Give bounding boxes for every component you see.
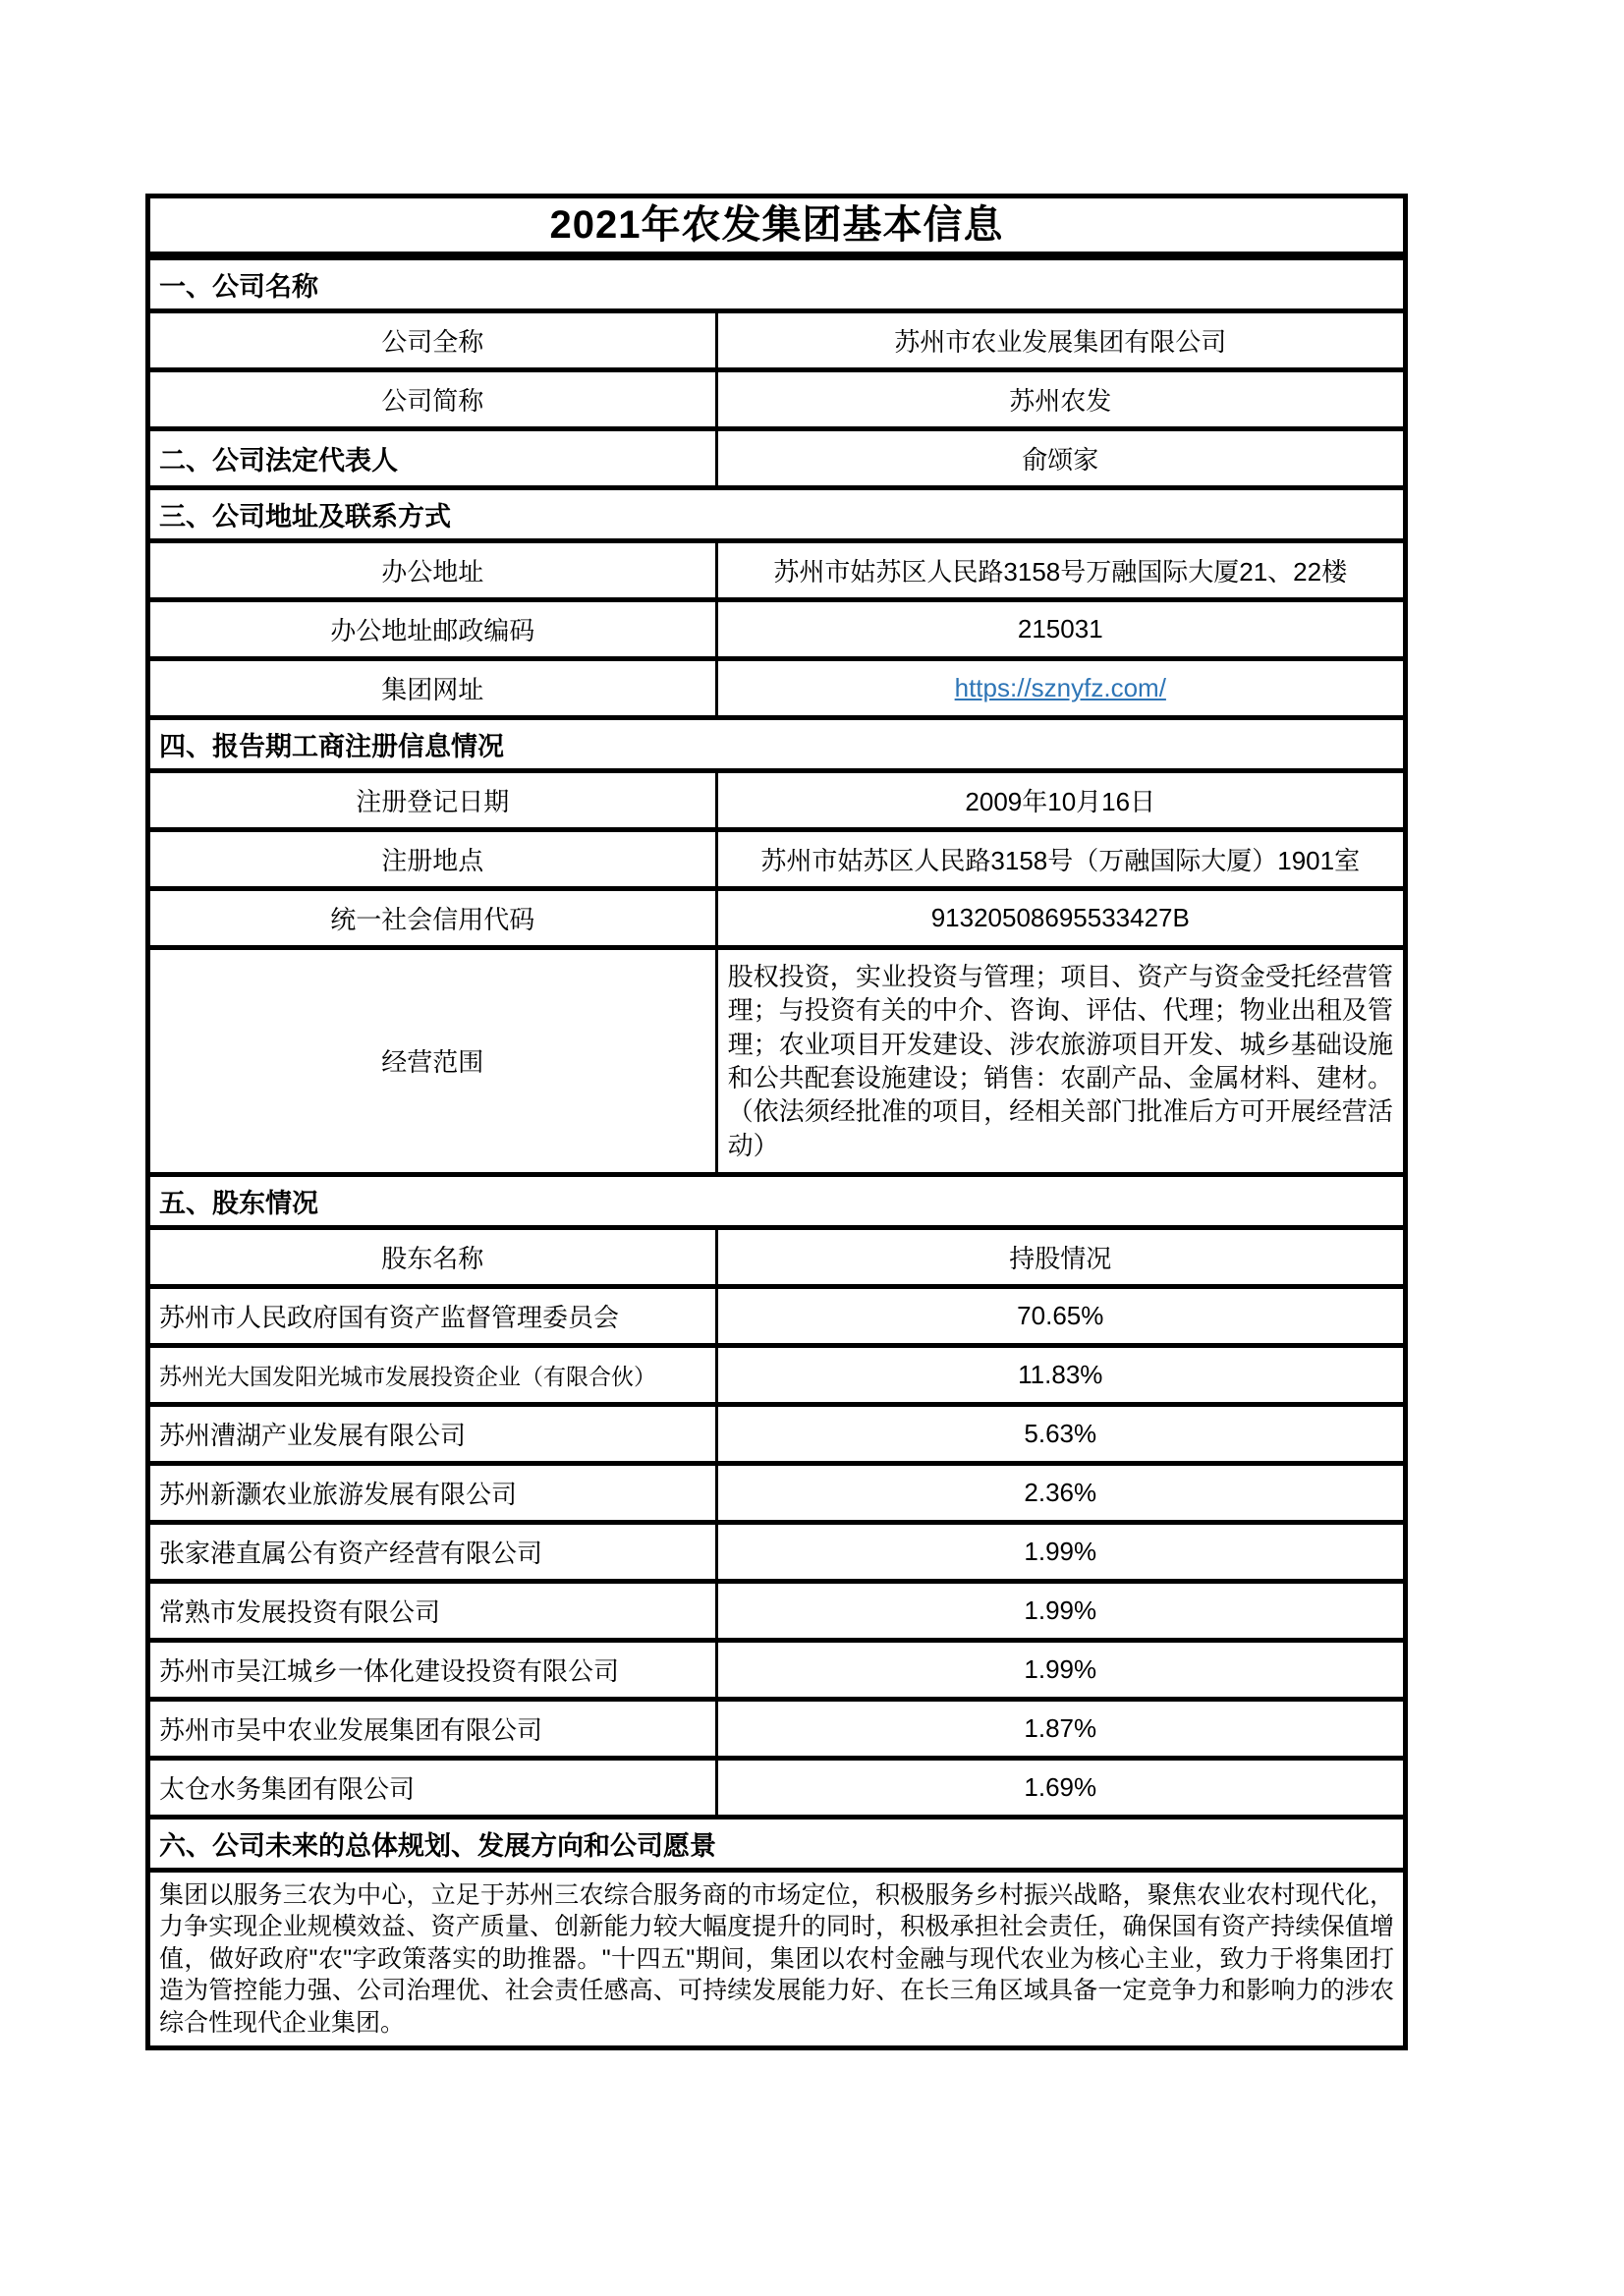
section-3-header: 三、公司地址及联系方式 xyxy=(150,485,1403,538)
section-4-header: 四、报告期工商注册信息情况 xyxy=(150,715,1403,768)
group-website-label: 集团网址 xyxy=(150,661,718,715)
shareholder-holding: 1.87% xyxy=(1024,1712,1097,1743)
postal-code-row xyxy=(150,597,1403,656)
registration-place-row xyxy=(150,827,1403,886)
office-address-value: 苏州市姑苏区人民路3158号万融国际大厦21、22楼 xyxy=(773,557,1348,587)
company-full-name-label: 公司全称 xyxy=(150,313,718,367)
shareholder-name: 苏州市吴中农业发展集团有限公司 xyxy=(150,1702,718,1756)
business-scope-row xyxy=(150,945,1403,1172)
group-website-row xyxy=(150,656,1403,715)
office-address-row xyxy=(150,538,1403,597)
shareholder-holding: 2.36% xyxy=(1024,1477,1097,1507)
section-1-header: 一、公司名称 xyxy=(150,255,1403,308)
registration-place-value: 苏州市姑苏区人民路3158号（万融国际大厦）1901室 xyxy=(760,846,1361,875)
section-2-header: 二、公司法定代表人 xyxy=(150,431,718,485)
shareholder-holding: 5.63% xyxy=(1024,1418,1097,1448)
section-6-header: 六、公司未来的总体规划、发展方向和公司愿景 xyxy=(150,1815,1403,1868)
shareholder-name: 太仓水务集团有限公司 xyxy=(150,1761,718,1815)
shareholder-row xyxy=(150,1284,1403,1343)
shareholder-holding: 11.83% xyxy=(1018,1359,1103,1389)
company-short-name-row xyxy=(150,367,1403,426)
shareholder-holding: 1.69% xyxy=(1024,1771,1097,1802)
shareholder-row xyxy=(150,1697,1403,1756)
shareholder-row xyxy=(150,1461,1403,1520)
registration-place-label: 注册地点 xyxy=(150,832,718,886)
shareholder-row xyxy=(150,1402,1403,1461)
company-info-table xyxy=(145,194,1408,2050)
shareholder-name: 常熟市发展投资有限公司 xyxy=(150,1584,718,1638)
section-5-header: 五、股东情况 xyxy=(150,1172,1403,1225)
shareholder-holding: 1.99% xyxy=(1024,1595,1097,1625)
shareholder-name: 张家港直属公有资产经营有限公司 xyxy=(150,1525,718,1579)
shareholder-row xyxy=(150,1520,1403,1579)
shareholder-row xyxy=(150,1756,1403,1815)
company-full-name-value: 苏州市农业发展集团有限公司 xyxy=(894,327,1227,357)
table-title: 2021年农发集团基本信息 xyxy=(549,203,1004,247)
shareholder-name-column-header: 股东名称 xyxy=(150,1230,718,1284)
table-title-row xyxy=(150,198,1403,255)
postal-code-label: 办公地址邮政编码 xyxy=(150,602,718,656)
group-website-link[interactable]: https://sznyfz.com/ xyxy=(954,673,1166,702)
company-full-name-row xyxy=(150,308,1403,367)
legal-representative-row xyxy=(150,426,1403,485)
shareholder-name: 苏州市吴江城乡一体化建设投资有限公司 xyxy=(150,1643,718,1697)
credit-code-row xyxy=(150,886,1403,945)
shareholder-name: 苏州新灏农业旅游发展有限公司 xyxy=(150,1466,718,1520)
registration-date-label: 注册登记日期 xyxy=(150,773,718,827)
registration-date-row xyxy=(150,768,1403,827)
credit-code-label: 统一社会信用代码 xyxy=(150,891,718,945)
future-plan-row xyxy=(150,1868,1403,2046)
office-address-label: 办公地址 xyxy=(150,543,718,597)
business-scope-value: 股权投资，实业投资与管理；项目、资产与资金受托经营管理；与投资有关的中介、咨询、评估、代理；物业出租及管理；农业项目开发建设、涉农旅游项目开发、城乡基础设施和公共配套设施建设；销售：农副产品、金属材料、建材。（依法须经批准的项目，经相关部门批准后方可开展经营活动） xyxy=(727,962,1393,1160)
shareholder-holding: 70.65% xyxy=(1017,1300,1104,1330)
registration-date-value: 2009年10月16日 xyxy=(965,787,1156,816)
shareholder-holding: 1.99% xyxy=(1024,1536,1097,1566)
shareholder-table-header-row xyxy=(150,1225,1403,1284)
future-plan-text: 集团以服务三农为中心，立足于苏州三农综合服务商的市场定位，积极服务乡村振兴战略，聚焦农业农村现代化，力争实现企业规模效益、资产质量、创新能力较大幅度提升的同时，积极承担社会责任，确保国有资产持续保值增值，做好政府"农"字政策落实的助推器。"十四五"期间，集团以农村金融与现代农业为核心主业，致力于将集团打造为管控能力强、公司治理优、社会责任感高、可持续发展能力好、在长三角区域具备一定竞争力和影响力的涉农综合性现代企业集团。 xyxy=(159,1880,1394,2037)
company-short-name-label: 公司简称 xyxy=(150,372,718,426)
shareholder-holding: 1.99% xyxy=(1024,1653,1097,1684)
shareholder-row xyxy=(150,1579,1403,1638)
shareholder-row xyxy=(150,1343,1403,1402)
postal-code-value: 215031 xyxy=(1017,614,1103,644)
credit-code-value: 91320508695533427B xyxy=(930,903,1190,932)
shareholder-name: 苏州市人民政府国有资产监督管理委员会 xyxy=(150,1289,718,1343)
business-scope-label: 经营范围 xyxy=(150,950,718,1172)
shareholder-holding-column-header: 持股情况 xyxy=(1009,1243,1112,1273)
shareholder-row xyxy=(150,1638,1403,1697)
group-website-cell xyxy=(718,661,1403,715)
company-short-name-value: 苏州农发 xyxy=(1009,386,1112,416)
shareholder-name: 苏州光大国发阳光城市发展投资企业（有限合伙） xyxy=(150,1348,718,1402)
legal-representative-value: 俞颂家 xyxy=(1022,445,1099,475)
shareholder-name: 苏州漕湖产业发展有限公司 xyxy=(150,1407,718,1461)
